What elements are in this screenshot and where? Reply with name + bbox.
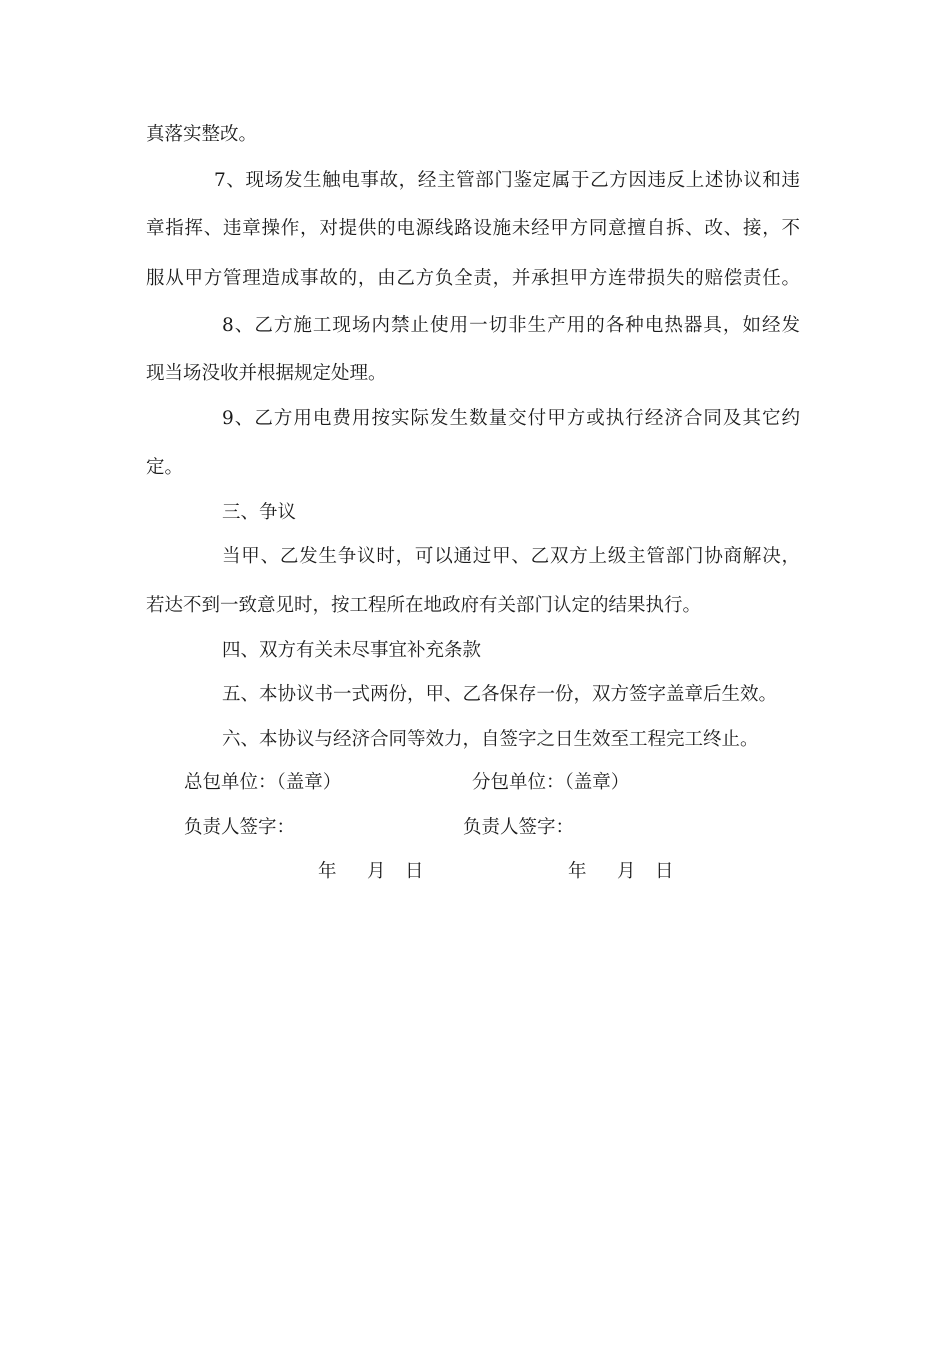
- section-3-line-2: 若达不到一致意见时，按工程所在地政府有关部门认定的结果执行。: [146, 595, 702, 616]
- paragraph-8-line-1: 8、乙方施工现场内禁止使用一切非生产用的各种电热器具，如经发: [222, 315, 800, 336]
- section-6: 六、本协议与经济合同等效力，自签字之日生效至工程完工终止。: [222, 729, 759, 750]
- left-date-day: 日: [405, 861, 424, 882]
- left-signer: 负责人签字：: [184, 817, 296, 838]
- right-date-day: 日: [655, 861, 674, 882]
- paragraph-7-line-3: 服从甲方管理造成事故的，由乙方负全责，并承担甲方连带损失的赔偿责任。: [146, 268, 800, 289]
- right-date-year: 年: [568, 861, 587, 882]
- right-signer: 负责人签字：: [463, 817, 575, 838]
- section-5: 五、本协议书一式两份，甲、乙各保存一份，双方签字盖章后生效。: [222, 684, 778, 705]
- section-3-line-1: 当甲、乙发生争议时，可以通过甲、乙双方上级主管部门协商解决，: [222, 546, 800, 567]
- paragraph-9-line-2: 定。: [146, 457, 184, 478]
- section-4: 四、双方有关未尽事宜补充条款: [222, 640, 482, 661]
- paragraph-7-line-2: 章指挥、违章操作，对提供的电源线路设施未经甲方同意擅自拆、改、接，不: [146, 218, 800, 239]
- right-date-month: 月: [617, 861, 636, 882]
- paragraph-7-line-1: 7、现场发生触电事故，经主管部门鉴定属于乙方因违反上述协议和违: [214, 170, 800, 191]
- section-3-title: 三、争议: [222, 502, 297, 523]
- right-subcontractor-unit: 分包单位：（盖章）: [472, 772, 630, 793]
- paragraph-9-line-1: 9、乙方用电费用按实际发生数量交付甲方或执行经济合同及其它约: [222, 408, 800, 429]
- left-contractor-unit: 总包单位：（盖章）: [184, 772, 342, 793]
- left-date-month: 月: [367, 861, 386, 882]
- paragraph-6-end: 真落实整改。: [146, 124, 258, 145]
- left-date-year: 年: [318, 861, 337, 882]
- paragraph-8-line-2: 现当场没收并根据规定处理。: [146, 363, 387, 384]
